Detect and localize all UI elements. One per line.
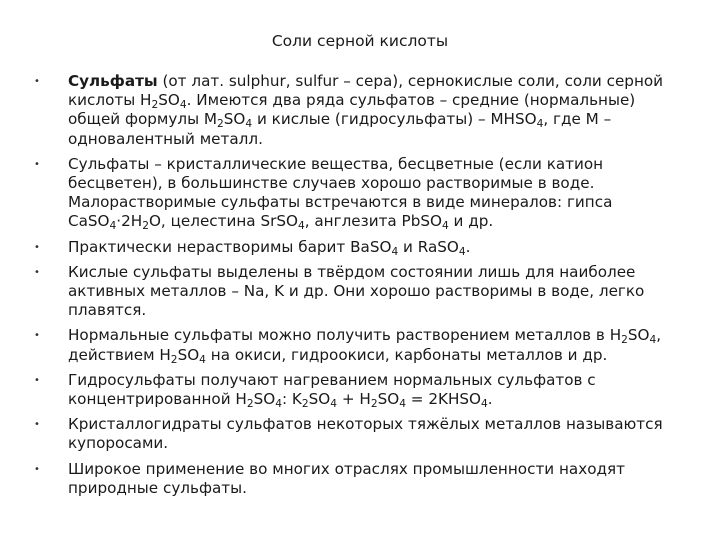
list-item: • Кислые сульфаты выделены в твёрдом состоянии лишь для наиболее активных металлов – Na, K и др. Они хорошо растворимы в воде, легко плавятся. [68,263,688,321]
list-item: • Сульфаты – кристаллические вещества, бесцветные (если катион бесцветен), в большинстве случаев хорошо растворимые в воде. Малорастворимые сульфаты встречаются в виде минералов: гипса $CaSO_4\cdot 2H_2O$, целестина SrSO$_4$, англезита PbSO$_4$ и др. [68,155,688,232]
list-item: • Практически нерастворимы барит BaSO$_4$ и RaSO$_4$. [68,238,688,257]
bullet-list [68,72,688,504]
list-item: • Кристаллогидраты сульфатов некоторых тяжёлых металлов называются купоросами. [68,415,688,453]
list-item: • Сульфаты (от лат. sulphur, sulfur – сера), сернокислые соли, соли серной кислоты $H_2SO_4$. Имеются два ряда сульфатов – средние (нормальные) общей формулы $M_2SO_4$ и кислые (гидросульфаты) – $MHSO_4$, где M – одновалентный металл. [68,72,688,149]
list-item: • Широкое применение во многих отраслях промышленности находят природные сульфаты. [68,460,688,498]
list-item: • Гидросульфаты получают нагреванием нормальных сульфатов с концентрированной $H_2SO_4$: $K_2SO_4 + H_2SO_4$ = $2KHSO_4$. [68,371,688,409]
list-item: • Нормальные сульфаты можно получить растворением металлов в $H_2SO_4$, действием $H_2SO_4$ на окиси, гидроокиси, карбонаты металлов и др. [68,326,688,364]
slide-title: Соли серной кислоты [271,32,449,50]
term: Сульфаты [68,72,158,90]
